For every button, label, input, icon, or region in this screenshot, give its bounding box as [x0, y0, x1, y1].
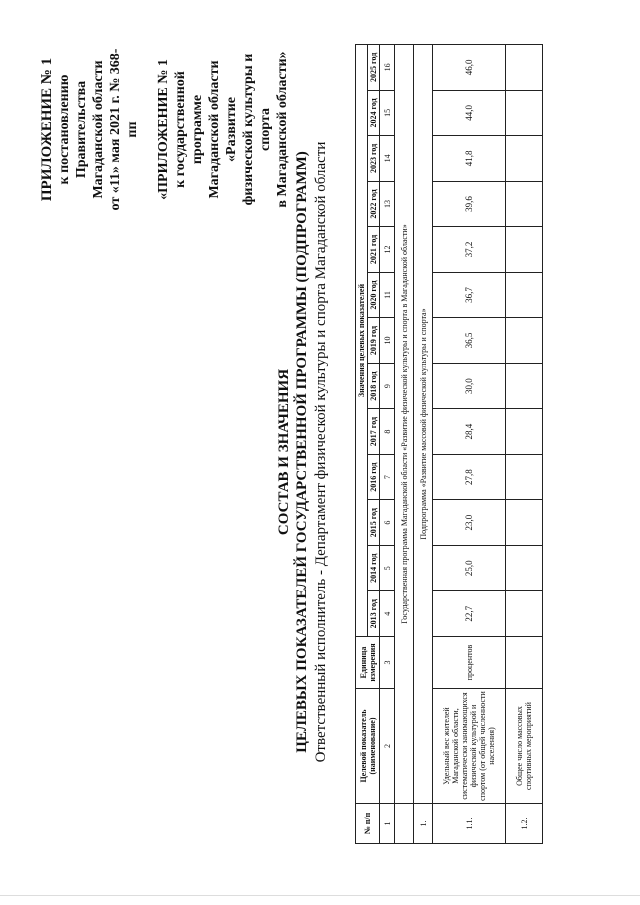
row-value: 44,0 — [433, 90, 506, 136]
column-number: 14 — [380, 136, 395, 182]
appendix-line: «ПРИЛОЖЕНИЕ № 1 — [156, 59, 171, 200]
row-value — [506, 500, 543, 546]
column-numbers-row — [380, 45, 395, 844]
appendix-line: Магаданской области «Развитие — [207, 60, 239, 199]
appendix-header — [39, 47, 291, 212]
year-header: 2017 год — [368, 409, 380, 455]
row-value: 41,8 — [433, 136, 506, 182]
year-header: 2014 год — [368, 545, 380, 591]
row-unit — [506, 637, 543, 689]
appendix-line: к государственной программе — [173, 71, 205, 188]
appendix-line: Магаданской области — [91, 60, 106, 199]
row-value — [506, 45, 543, 91]
column-number: 8 — [380, 409, 395, 455]
section-number: 1. — [414, 804, 433, 844]
row-number: 1.2. — [506, 804, 543, 844]
rotated-sheet — [25, 42, 615, 862]
column-number: 15 — [380, 90, 395, 136]
document-title — [275, 42, 311, 862]
year-header: 2020 год — [368, 272, 380, 318]
row-value: 22,7 — [433, 591, 506, 637]
header-values: Значения целевых показателей — [356, 45, 368, 637]
year-header: 2023 год — [368, 136, 380, 182]
appendix-line: в Магаданской области» — [275, 51, 290, 208]
row-value: 39,6 — [433, 181, 506, 227]
table-header-row — [356, 45, 368, 844]
subprogram-title: Подпрограмма «Развитие массовой физической культуры и спорта» — [414, 45, 433, 804]
program-row — [395, 45, 414, 844]
row-number: 1.1. — [433, 804, 506, 844]
column-number: 4 — [380, 591, 395, 637]
column-number: 16 — [380, 45, 395, 91]
indicators-table — [355, 44, 543, 844]
column-number: 3 — [380, 637, 395, 689]
row-value: 37,2 — [433, 227, 506, 273]
row-value — [506, 409, 543, 455]
row-unit: процентов — [433, 637, 506, 689]
year-header: 2016 год — [368, 454, 380, 500]
subprogram-row — [414, 45, 433, 844]
row-value — [506, 181, 543, 227]
row-value: 30,0 — [433, 363, 506, 409]
year-header: 2019 год — [368, 318, 380, 364]
year-header: 2022 год — [368, 181, 380, 227]
appendix-line: физической культуры и спорта — [241, 53, 273, 206]
row-value — [506, 454, 543, 500]
column-number: 2 — [380, 689, 395, 804]
row-value — [506, 136, 543, 182]
header-unit: Единица измерения — [356, 637, 380, 689]
row-value — [506, 545, 543, 591]
column-number: 9 — [380, 363, 395, 409]
row-value — [506, 272, 543, 318]
column-number: 12 — [380, 227, 395, 273]
year-header: 2021 год — [368, 227, 380, 273]
row-value: 46,0 — [433, 45, 506, 91]
page-bottom-line — [0, 895, 640, 896]
row-indicator: Удельный вес жителей Магаданской области, систематически занимающихся физической культурой и спортом (от общей численности населения) — [433, 689, 506, 804]
column-number: 1 — [380, 804, 395, 844]
appendix-line: к постановлению Правительства — [57, 74, 89, 185]
title-line-2: ЦЕЛЕВЫХ ПОКАЗАТЕЛЕЙ ГОСУДАРСТВЕННОЙ ПРОГРАММЫ (ПОДПРОГРАММ) — [294, 151, 310, 753]
appendix-title: ПРИЛОЖЕНИЕ № 1 — [39, 57, 55, 202]
row-value — [506, 90, 543, 136]
column-number: 11 — [380, 272, 395, 318]
column-number: 10 — [380, 318, 395, 364]
year-header: 2024 год — [368, 90, 380, 136]
year-header: 2025 год — [368, 45, 380, 91]
appendix-decree: от «11» мая 2021 г. № 368-пп — [108, 48, 140, 211]
table-row — [506, 45, 543, 844]
column-number: 7 — [380, 454, 395, 500]
table-row — [433, 45, 506, 844]
column-number: 5 — [380, 545, 395, 591]
row-value: 23,0 — [433, 500, 506, 546]
year-header: 2018 год — [368, 363, 380, 409]
row-value: 36,7 — [433, 272, 506, 318]
row-value: 28,4 — [433, 409, 506, 455]
program-title: Государственная программа Магаданской области «Развитие физической культуры и спорта в Магаданской области» — [395, 45, 414, 804]
row-value — [506, 227, 543, 273]
row-indicator: Общее число массовых спортивных мероприятий — [506, 689, 543, 804]
header-num: № п/п — [356, 804, 380, 844]
row-value — [506, 318, 543, 364]
row-value: 25,0 — [433, 545, 506, 591]
row-value — [506, 363, 543, 409]
column-number: 6 — [380, 500, 395, 546]
title-line-1: СОСТАВ И ЗНАЧЕНИЯ — [276, 368, 292, 536]
row-value: 27,8 — [433, 454, 506, 500]
year-header: 2015 год — [368, 500, 380, 546]
row-value — [506, 591, 543, 637]
row-value: 36,5 — [433, 318, 506, 364]
responsible-executor: Ответственный исполнитель - Департамент физической культуры и спорта Магаданской области — [313, 141, 329, 763]
header-indicator: Целевой показатель (наименование) — [356, 689, 380, 804]
year-header: 2013 год — [368, 591, 380, 637]
column-number: 13 — [380, 181, 395, 227]
